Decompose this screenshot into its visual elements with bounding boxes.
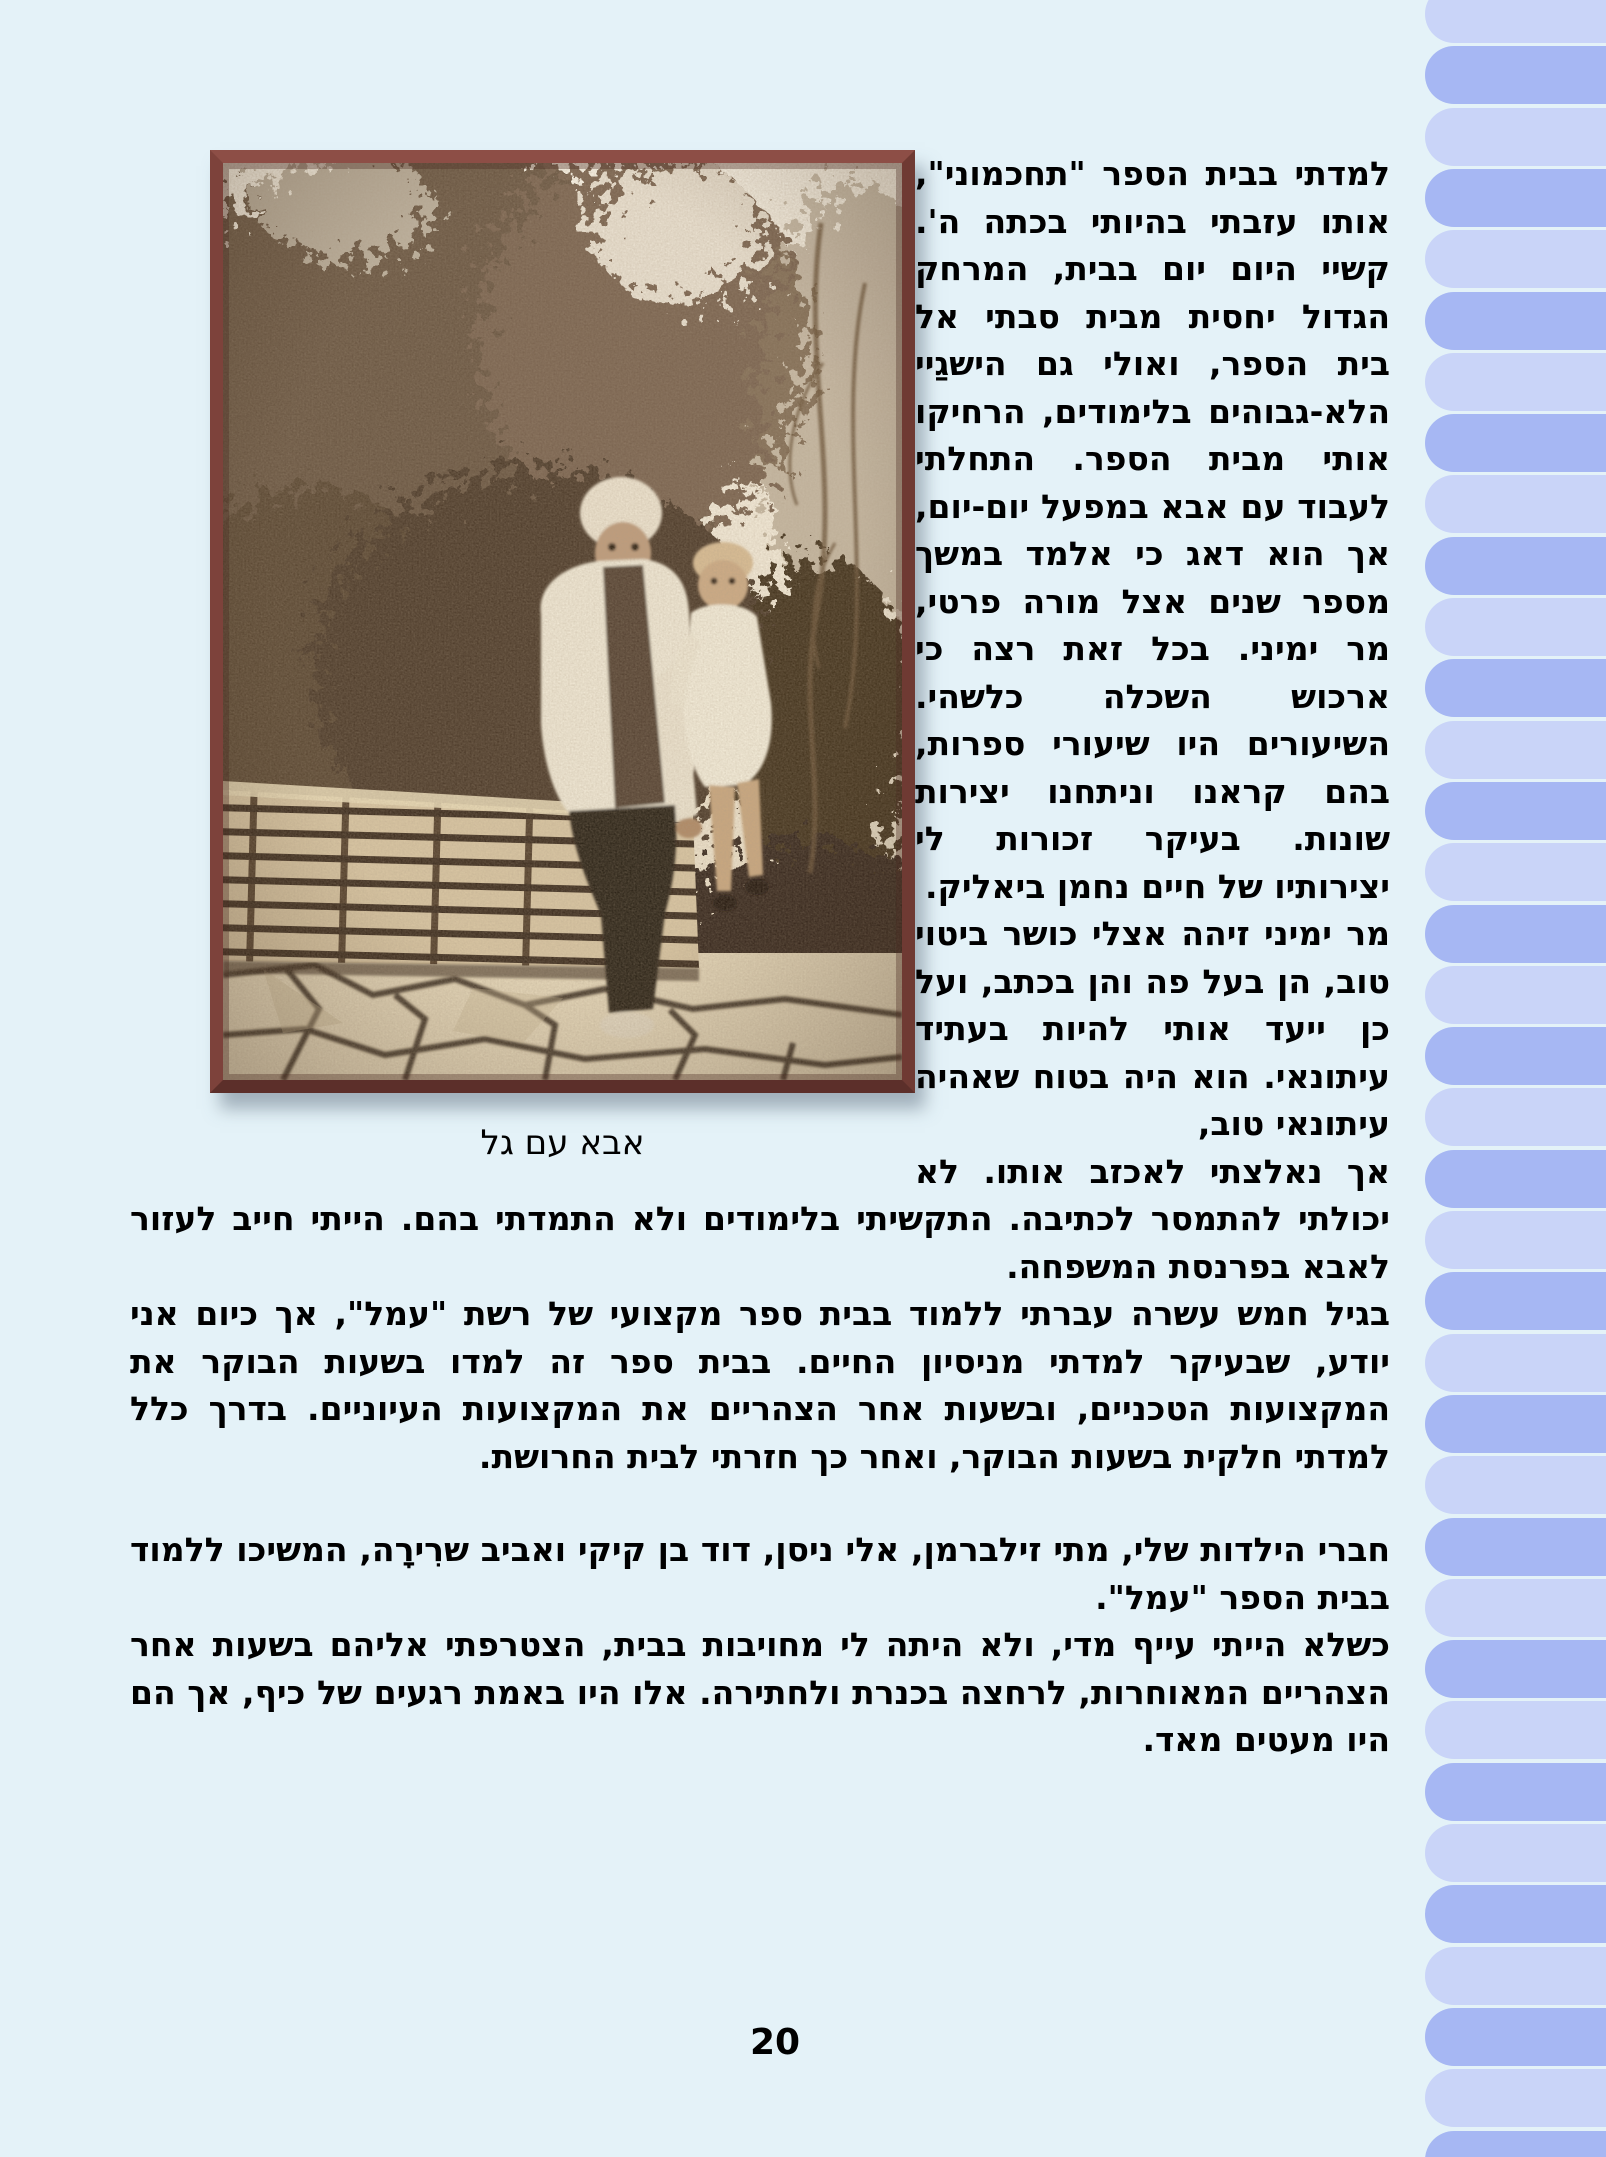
binder-tab <box>1425 1640 1606 1698</box>
binder-tab <box>1425 721 1606 779</box>
paragraph-friends: חברי הילדות שלי, מתי זילברמן, אלי ניסן, דוד בן קיקי ואביב שרִירָה, המשיכו ללמוד בבית הספר "עמל". <box>130 1530 1390 1617</box>
binder-tab <box>1425 353 1606 411</box>
binder-tab <box>1425 292 1606 350</box>
binder-tab <box>1425 2008 1606 2066</box>
binder-tab <box>1425 475 1606 533</box>
binder-tab <box>1425 169 1606 227</box>
binder-tab <box>1425 1763 1606 1821</box>
paragraph-school: למדתי בבית הספר "תחכמוני", אותו עזבתי בהיותי בכתה ה'. קשיי היום יום בבית, המרחק הגדול יחסית מבית סבתי אל בית הספר, ואולי גם הישגַיי הלא-גבוהים בלימודים, הרחיקו אותי מבית הספר. התחלתי לעבוד עם אבא במפעל יום-יום, אך הוא דאג כי אלמד במשך מספר שנים אצל מורה פרטי, מר ימיני. בכל זאת רצה כי ארכוש השכלה כלשהי. השיעורים היו שיעורי ספרות, בהם קראנו וניתחנו יצירות שונות. בעיקר זכורות לי יצירותיו של חיים נחמן ביאליק. <box>915 154 1390 906</box>
binder-tab <box>1425 782 1606 840</box>
binder-tab <box>1425 1885 1606 1943</box>
binder-tab <box>1425 1027 1606 1085</box>
binder-tab <box>1425 537 1606 595</box>
paragraph-disappoint: אך נאלצתי לאכזב אותו. לא יכולתי להתמסר לכתיבה. התקשיתי בלימודים ולא התמדתי בהם. הייתי חייב לעזור לאבא בפרנסת המשפחה. <box>130 1151 1390 1286</box>
binder-tabs <box>1425 0 1606 2157</box>
photo-figure <box>130 150 915 1167</box>
article <box>130 150 1390 1764</box>
binder-tab <box>1425 1211 1606 1269</box>
binder-tab <box>1425 1150 1606 1208</box>
photo-frame <box>210 150 915 1093</box>
binder-tab <box>1425 46 1606 104</box>
family-photo-illustration <box>223 163 902 1080</box>
binder-tab <box>1425 1456 1606 1514</box>
binder-tab <box>1425 2069 1606 2127</box>
binder-tab <box>1425 0 1606 43</box>
paragraph-kinneret: כשלא הייתי עייף מדי, ולא היתה לי מחויבות בבית, הצטרפתי אליהם בשעות אחר הצהריים המאוחרות, לרחצה בכנרת ולחתירה. אלו היו באמת רגעים של כיף, אך הם היו מעטים מאד. <box>130 1625 1390 1759</box>
binder-tab <box>1425 843 1606 901</box>
binder-tab <box>1425 108 1606 166</box>
binder-tab <box>1425 1334 1606 1392</box>
binder-tab <box>1425 2131 1606 2157</box>
paragraph-teacher: מר ימיני זיהה אצלי כושר ביטוי טוב, הן בעל פה והן בכתב, ועל כן ייעד אותי להיות בעתיד עיתונאי. הוא היה בטוח שאהיה עיתונאי טוב, <box>915 914 1390 1143</box>
binder-tab <box>1425 598 1606 656</box>
paragraph-amal-school: בגיל חמש עשרה עברתי ללמוד בבית ספר מקצועי של רשת "עמל", אך כיום אני יודע, שבעיקר למדתי מניסיון החיים. בבית ספר זה למדו בשעות הבוקר את המקצועות הטכניים, ובשעות אחר הצהריים את המקצועות העיוניים. בדרך כלל למדתי חלקית בשעות הבוקר, ואחר כך חזרתי לבית החרושת. <box>130 1294 1390 1476</box>
binder-tab <box>1425 1701 1606 1759</box>
page-number: 20 <box>749 2022 801 2063</box>
binder-tab <box>1425 966 1606 1024</box>
binder-tab <box>1425 1824 1606 1882</box>
photo-caption: אבא עם גל <box>480 1123 645 1163</box>
binder-tab <box>1425 1518 1606 1576</box>
binder-tab <box>1425 905 1606 963</box>
binder-tab <box>1425 1579 1606 1637</box>
binder-tab <box>1425 1272 1606 1330</box>
binder-tab <box>1425 1395 1606 1453</box>
binder-tab <box>1425 1088 1606 1146</box>
binder-tab <box>1425 230 1606 288</box>
binder-tab <box>1425 1947 1606 2005</box>
binder-tab <box>1425 414 1606 472</box>
binder-tab <box>1425 659 1606 717</box>
